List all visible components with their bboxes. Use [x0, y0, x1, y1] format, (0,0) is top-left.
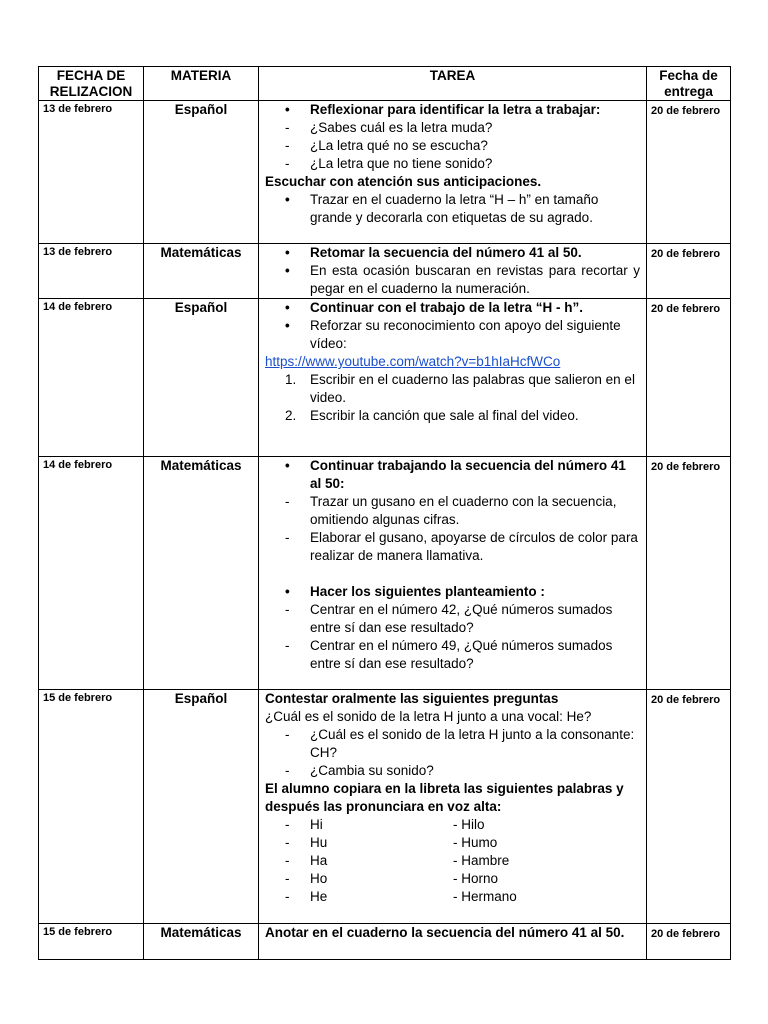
row-task	[259, 299, 647, 457]
row-task	[259, 690, 647, 924]
bullet-icon: •	[285, 300, 290, 315]
bullet-icon: •	[285, 245, 290, 260]
row-date: 13 de febrero	[39, 244, 144, 299]
header-row	[39, 67, 731, 101]
task-dash: - Centrar en el número 42, ¿Qué números sumados entre sí dan ese resultado?	[285, 602, 613, 635]
word-pair: - Ho - Horno	[285, 871, 499, 886]
word-pair: - Ha - Hambre	[285, 853, 510, 868]
task-text: Anotar en el cuaderno la secuencia del número 41 al 50.	[265, 925, 625, 940]
table-row	[39, 299, 731, 457]
task-bullet: • Continuar con el trabajo de la letra “H - h”.	[285, 300, 584, 315]
task-bullet: • Hacer los siguientes planteamiento :	[285, 584, 545, 599]
task-text: Contestar oralmente las siguientes preguntas	[265, 691, 559, 706]
word-pair: - Hi - Hilo	[285, 817, 485, 832]
header-entrega: Fecha de entrega	[647, 67, 731, 101]
row-date: 14 de febrero	[39, 299, 144, 457]
row-subject: Matemáticas	[144, 457, 259, 690]
task-dash: - ¿Cuál es el sonido de la letra H junto a la consonante: CH?	[285, 727, 635, 760]
row-task	[259, 101, 647, 244]
row-task	[259, 244, 647, 299]
task-numbered: 2. Escribir la canción que sale al final del video.	[285, 408, 579, 423]
bullet-icon: •	[285, 263, 290, 278]
row-due-date: 20 de febrero	[647, 690, 731, 924]
task-bullet: • Reflexionar para identificar la letra a trabajar:	[285, 102, 601, 117]
row-subject: Español	[144, 690, 259, 924]
task-text: ¿Cuál es el sonido de la letra H junto a una vocal: He?	[265, 709, 592, 724]
header-tarea: TAREA	[259, 67, 647, 101]
row-date: 15 de febrero	[39, 924, 144, 960]
task-dash: - ¿La letra que no tiene sonido?	[285, 156, 493, 171]
bullet-icon: •	[285, 584, 290, 599]
row-due-date: 20 de febrero	[647, 924, 731, 960]
bullet-icon: •	[285, 318, 290, 333]
bullet-icon: •	[285, 192, 290, 207]
header-materia: MATERIA	[144, 67, 259, 101]
task-dash: - Centrar en el número 49, ¿Qué números sumados entre sí dan ese resultado?	[285, 638, 613, 671]
task-dash: - ¿La letra qué no se escucha?	[285, 138, 488, 153]
task-text: El alumno copiara en la libreta las siguientes palabras y después las pronunciara en voz alta:	[265, 781, 624, 814]
bullet-icon: •	[285, 458, 290, 473]
task-bullet: • Continuar trabajando la secuencia del número 41 al 50:	[285, 458, 626, 491]
task-dash: - ¿Cambia su sonido?	[285, 763, 434, 778]
row-due-date: 20 de febrero	[647, 101, 731, 244]
task-dash: - ¿Sabes cuál es la letra muda?	[285, 120, 493, 135]
table-row	[39, 101, 731, 244]
task-numbered: 1. Escribir en el cuaderno las palabras que salieron en el video.	[285, 372, 635, 405]
homework-table	[38, 66, 731, 960]
task-bullet: • Trazar en el cuaderno la letra “H – h” en tamaño grande y decorarla con etiquetas de su agrado.	[285, 192, 599, 225]
task-bullet: • En esta ocasión buscaran en revistas para recortar y pegar en el cuaderno la numeración.	[285, 263, 640, 296]
row-due-date: 20 de febrero	[647, 299, 731, 457]
header-fecha: FECHA DE RELIZACION	[39, 67, 144, 101]
row-due-date: 20 de febrero	[647, 244, 731, 299]
row-date: 13 de febrero	[39, 101, 144, 244]
task-text: Escuchar con atención sus anticipaciones.	[265, 174, 542, 189]
row-subject: Matemáticas	[144, 244, 259, 299]
table-row	[39, 690, 731, 924]
task-bullet: • Retomar la secuencia del número 41 al 50.	[285, 245, 582, 260]
table-row	[39, 244, 731, 299]
row-task	[259, 457, 647, 690]
task-dash: - Trazar un gusano en el cuaderno con la secuencia, omitiendo algunas cifras.	[285, 494, 617, 527]
row-date: 15 de febrero	[39, 690, 144, 924]
row-subject: Español	[144, 101, 259, 244]
row-subject: Español	[144, 299, 259, 457]
row-task	[259, 924, 647, 960]
video-link[interactable]: https://www.youtube.com/watch?v=b1hIaHcfWCo	[265, 354, 561, 369]
row-date: 14 de febrero	[39, 457, 144, 690]
table-row	[39, 924, 731, 960]
table-row	[39, 457, 731, 690]
task-bullet: • Reforzar su reconocimiento con apoyo del siguiente vídeo:	[285, 318, 621, 351]
word-pair: - Hu - Humo	[285, 835, 498, 850]
bullet-icon: •	[285, 102, 290, 117]
word-pair: - He - Hermano	[285, 889, 517, 904]
row-subject: Matemáticas	[144, 924, 259, 960]
row-due-date: 20 de febrero	[647, 457, 731, 690]
task-dash: - Elaborar el gusano, apoyarse de círculos de color para realizar de manera llamativa.	[285, 530, 638, 563]
